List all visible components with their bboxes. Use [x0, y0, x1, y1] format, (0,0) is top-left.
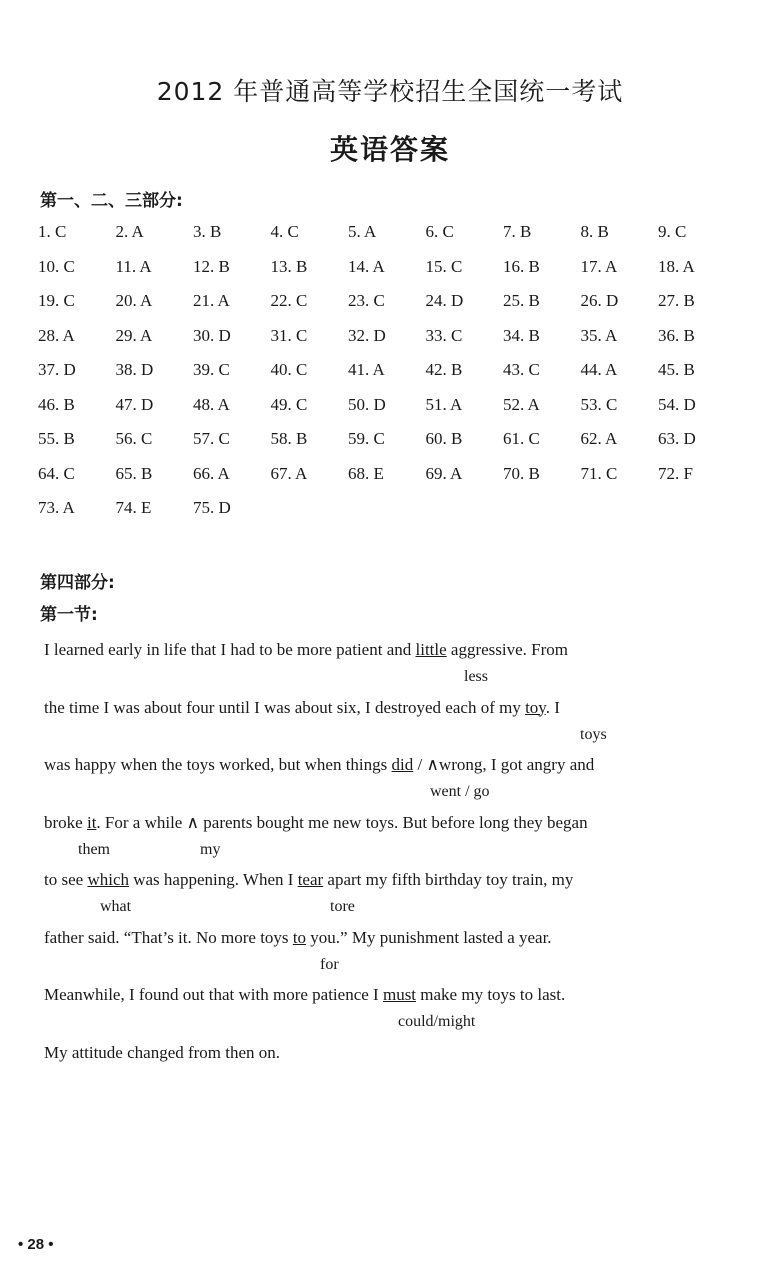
- answer-item: 1. C: [38, 222, 67, 241]
- answer-item: 43. C: [503, 360, 540, 379]
- answer-item: 4. C: [270, 222, 299, 241]
- answer-item: 6. C: [425, 222, 454, 241]
- answer-item: 32. D: [348, 325, 386, 345]
- correction: went / go: [430, 783, 490, 800]
- passage-line: to see which was happening. When I tear apart my fifth birthday toy train, my what tore: [44, 870, 574, 915]
- answer-item: 63. D: [658, 429, 696, 448]
- answer-item: 20. A: [115, 291, 153, 310]
- answer-item: 31. C: [270, 325, 308, 345]
- answer-item: 71. C: [580, 463, 618, 483]
- answer-item: 65. B: [115, 463, 153, 483]
- answer-item: 19. C: [38, 291, 75, 310]
- answer-item: 5. A: [348, 222, 377, 241]
- correction: what: [100, 898, 132, 915]
- answer-item: 49. C: [270, 394, 308, 414]
- answer-item: 59. C: [348, 429, 385, 448]
- answer-item: 52. A: [503, 394, 540, 414]
- page-number: • 28 •: [18, 1236, 54, 1253]
- answer-item: 7. B: [503, 222, 532, 241]
- answer-item: 48. A: [193, 394, 230, 414]
- answer-item: 29. A: [115, 325, 153, 345]
- marked-word: must: [382, 985, 417, 1004]
- answer-item: 58. B: [270, 429, 308, 448]
- answer-item: 3. B: [193, 222, 222, 241]
- answer-item: 26. D: [580, 291, 619, 310]
- answer-item: 39. C: [193, 360, 230, 379]
- answer-item: 46. B: [38, 394, 75, 414]
- answer-item: 28. A: [38, 325, 75, 345]
- passage-line: Meanwhile, I found out that with more patience I must make my toys to last. could/might: [44, 985, 566, 1030]
- page-title: 2012 年普通高等学校招生全国统一考试: [156, 77, 624, 106]
- answer-item: 36. B: [658, 325, 695, 345]
- error-correction-passage: [44, 640, 684, 1100]
- answer-item: 55. B: [38, 429, 75, 448]
- answer-grid: [38, 222, 738, 533]
- passage-line: the time I was about four until I was about six, I destroyed each of my toy. I toys: [44, 697, 607, 743]
- answer-item: 57. C: [193, 429, 230, 448]
- answer-item: 13. B: [270, 256, 308, 276]
- answer-item: 67. A: [270, 463, 308, 483]
- marked-word: tear: [297, 870, 324, 889]
- marked-word: it: [86, 812, 97, 832]
- answer-item: 27. B: [658, 291, 695, 310]
- answer-item: 35. A: [580, 325, 618, 345]
- answer-item: 9. C: [658, 222, 687, 241]
- answer-item: 75. D: [193, 498, 231, 517]
- answer-item: 41. A: [348, 360, 385, 379]
- answer-item: 11. A: [115, 256, 152, 276]
- answer-item: 24. D: [425, 291, 464, 310]
- correction: tore: [330, 898, 355, 915]
- answer-item: 2. A: [115, 222, 144, 241]
- answer-item: 51. A: [425, 394, 463, 414]
- answer-item: 45. B: [658, 360, 695, 379]
- correction: them: [78, 840, 110, 858]
- correction: could/might: [398, 1013, 476, 1030]
- answer-item: 47. D: [115, 394, 154, 414]
- answer-item: 61. C: [503, 429, 540, 448]
- answer-item: 54. D: [658, 394, 696, 414]
- answer-item: 60. B: [425, 429, 463, 448]
- answer-item: 22. C: [270, 291, 308, 310]
- answer-item: 12. B: [193, 256, 230, 276]
- answer-item: 70. B: [503, 463, 540, 483]
- marked-word: to: [292, 927, 307, 947]
- correction: less: [464, 668, 488, 685]
- marked-word: toy: [525, 697, 546, 717]
- marked-word: did: [391, 755, 414, 774]
- answer-item: 64. C: [38, 463, 75, 483]
- answer-item: 10. C: [38, 256, 75, 276]
- answer-item: 14. A: [348, 256, 385, 276]
- section-subheading-1: 第一节:: [40, 605, 98, 625]
- passage-line: father said. “That’s it. No more toys to you.” My punishment lasted a year. for: [44, 927, 552, 973]
- answer-item: 37. D: [38, 360, 76, 379]
- answer-item: 16. B: [503, 256, 540, 276]
- answer-item: 33. C: [425, 325, 463, 345]
- correction: for: [320, 955, 339, 973]
- answer-item: 8. B: [580, 222, 609, 241]
- answer-item: 23. C: [348, 291, 385, 310]
- correction: toys: [580, 725, 607, 743]
- passage-line: I learned early in life that I had to be more patient and little aggressive. From less: [44, 640, 569, 685]
- answer-item: 38. D: [115, 360, 154, 379]
- answer-item: 62. A: [580, 429, 618, 448]
- answer-item: 15. C: [425, 256, 463, 276]
- passage-line: broke it. For a while ∧ parents bought me new toys. But before long they began them my: [44, 812, 588, 858]
- marked-word: little: [415, 640, 447, 659]
- section-heading-1-3: 第一、二、三部分:: [40, 191, 183, 211]
- answer-item: 66. A: [193, 463, 230, 483]
- answer-item: 34. B: [503, 325, 540, 345]
- answer-item: 42. B: [425, 360, 463, 379]
- passage-line: My attitude changed from then on.: [44, 1042, 281, 1062]
- answer-item: 25. B: [503, 291, 540, 310]
- section-heading-4: 第四部分:: [40, 573, 115, 593]
- answer-item: 30. D: [193, 325, 231, 345]
- answer-item: 68. E: [348, 463, 384, 483]
- answer-item: 72. F: [658, 463, 693, 483]
- marked-word: which: [87, 870, 129, 889]
- answer-item: 44. A: [580, 360, 618, 379]
- passage-line: was happy when the toys worked, but when things did / ∧wrong, I got angry and went / go: [44, 755, 595, 800]
- answer-item: 73. A: [38, 498, 75, 517]
- answer-item: 50. D: [348, 394, 386, 414]
- answer-item: 74. E: [115, 498, 152, 517]
- answer-item: 17. A: [580, 256, 618, 276]
- page-subtitle: 英语答案: [329, 133, 450, 166]
- answer-item: 18. A: [658, 256, 695, 276]
- answer-item: 40. C: [270, 360, 308, 379]
- answer-item: 69. A: [425, 463, 463, 483]
- answer-item: 56. C: [115, 429, 153, 448]
- answer-item: 21. A: [193, 291, 230, 310]
- correction: my: [200, 840, 221, 858]
- answer-item: 53. C: [580, 394, 618, 414]
